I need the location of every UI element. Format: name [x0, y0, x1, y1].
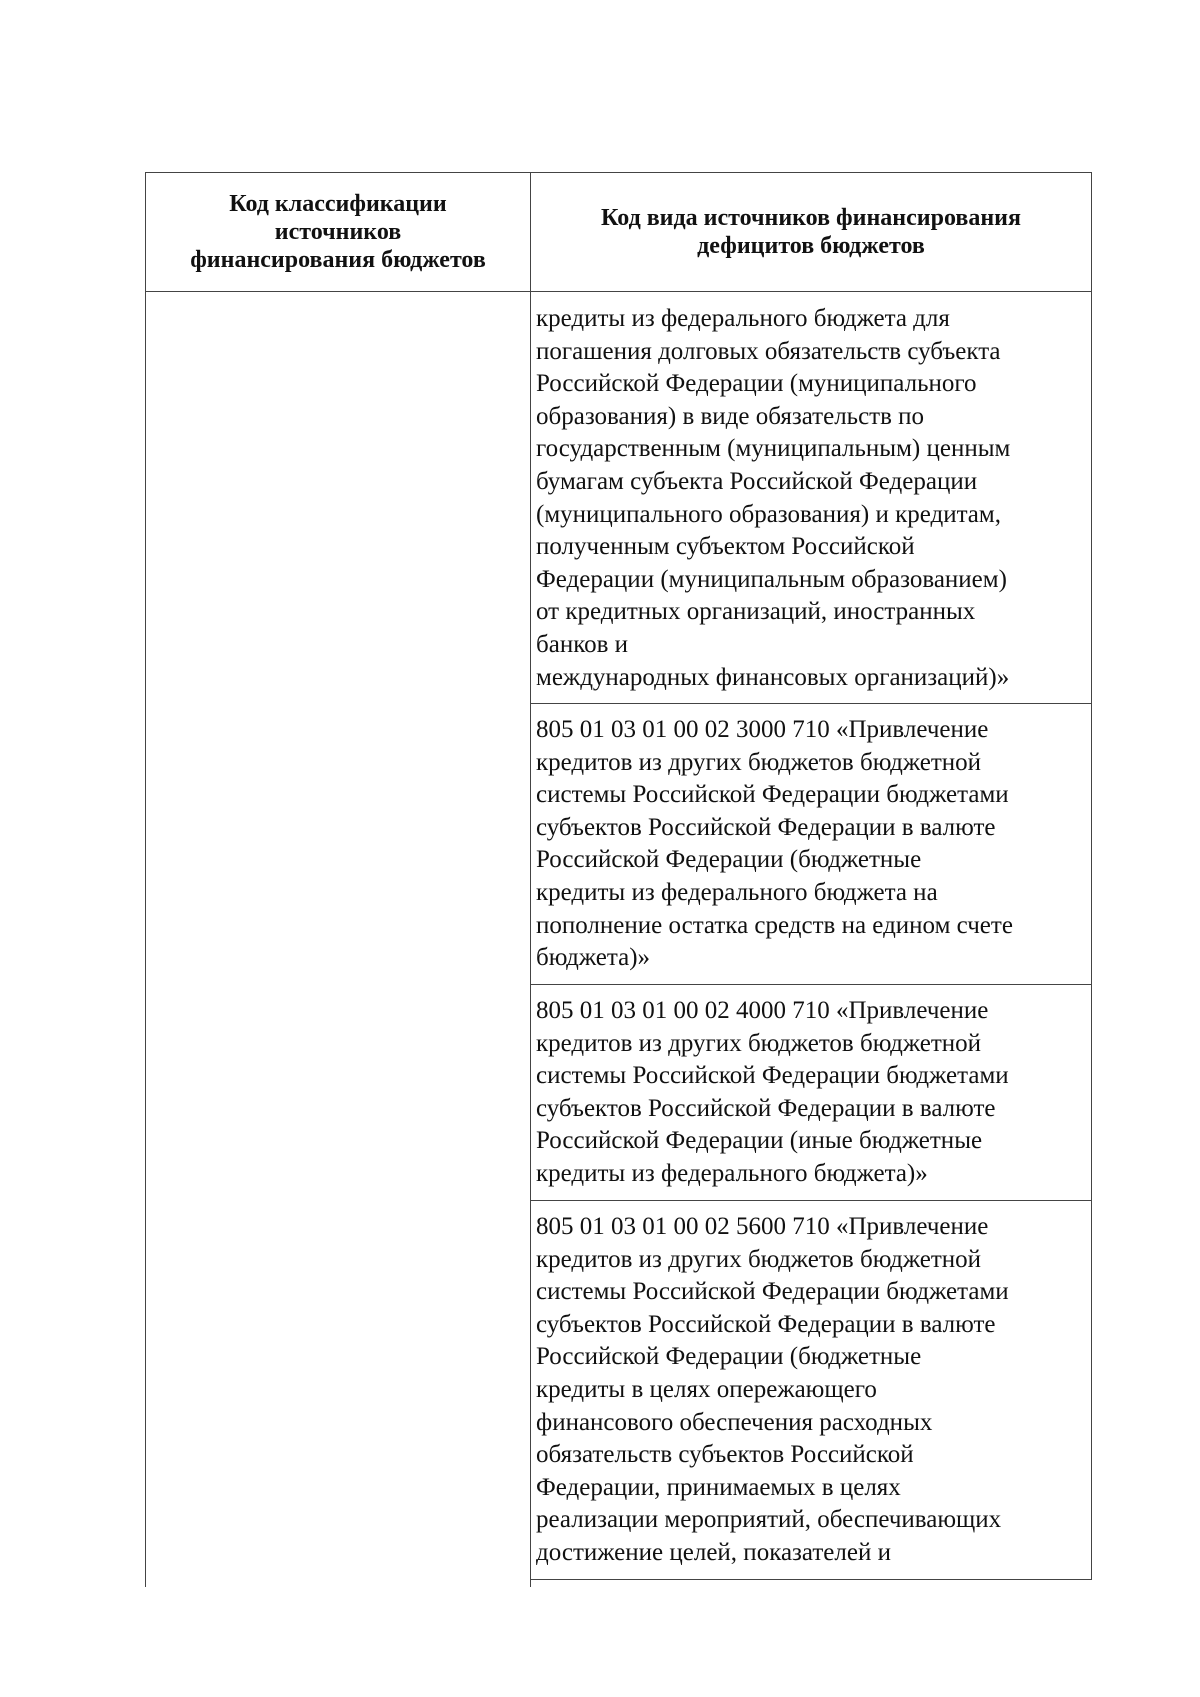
table-header-classification-code: [146, 173, 530, 291]
row-divider-1: [530, 703, 1092, 704]
table-header-source-type-code: [531, 173, 1091, 291]
table-cell-classification-code: [146, 292, 530, 1582]
header-classification-code-label: Код классификации источников финансирования бюджетов: [190, 191, 486, 273]
table-column-divider: [530, 172, 531, 1587]
table-cell-row-2: 805 01 03 01 00 02 3000 710 «Привлечение кредитов из других бюджетов бюджетной системы Российской Федерации бюджетами субъектов Российской Федерации в валюте Российской Федерации (бюджетные кредиты из федерального бюджета на пополнение остатка средств на едином счете бюджета)»: [536, 716, 1013, 972]
table-cell-row-3: 805 01 03 01 00 02 4000 710 «Привлечение кредитов из других бюджетов бюджетной системы Российской Федерации бюджетами субъектов Российской Федерации в валюте Российской Федерации (иные бюджетные кредиты из федерального бюджета)»: [536, 997, 1009, 1187]
header-source-type-code-label: Код вида источников финансирования дефицитов бюджетов: [601, 205, 1021, 259]
table-border-right: [1091, 172, 1092, 1580]
row-divider-3: [530, 1200, 1092, 1201]
table-cell-row-4: 805 01 03 01 00 02 5600 710 «Привлечение кредитов из других бюджетов бюджетной системы Российской Федерации бюджетами субъектов Российской Федерации в валюте Российской Федерации (бюджетные кредиты в целях опережающего финансового обеспечения расходных обязательств субъектов Российской Федерации, принимаемых в целях реализации мероприятий, обеспечивающих достижение целей, показателей и: [536, 1213, 1009, 1566]
row-divider-4: [530, 1579, 1092, 1580]
table-cell-row-1: кредиты из федерального бюджета для погашения долговых обязательств субъекта Российской Федерации (муниципального образования) в виде обязательств по государственным (муниципальным) ценным бумагам субъекта Российской Федерации (муниципального образования) и кредитам, полученным субъектом Российской Федерации (муниципальным образованием) от кредитных организаций, иностранных банков и международных финансовых организаций)»: [536, 305, 1011, 691]
row-divider-2: [530, 984, 1092, 985]
